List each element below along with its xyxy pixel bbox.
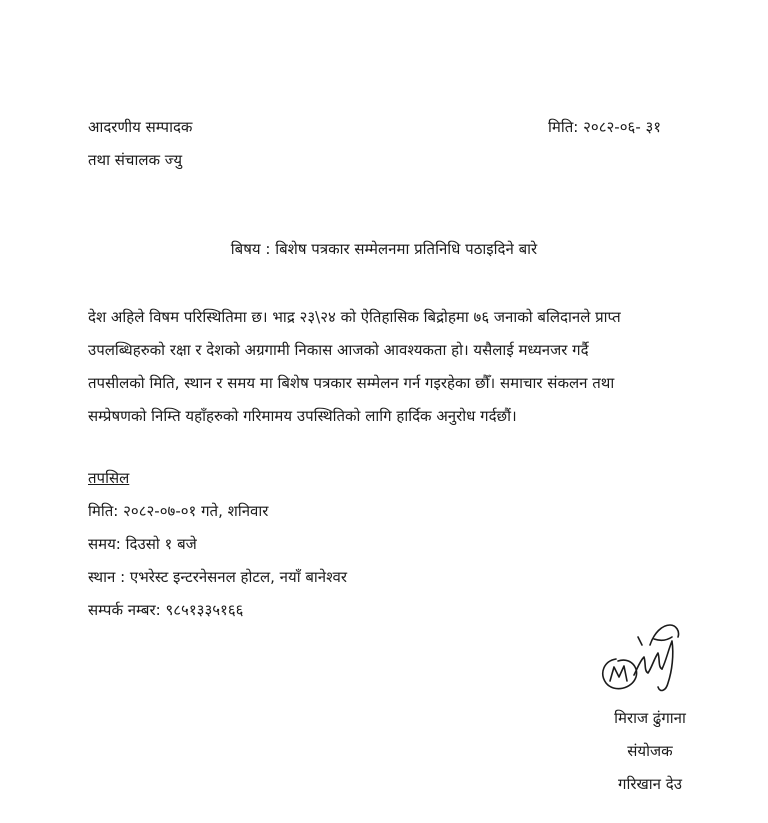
handwritten-signature (594, 615, 686, 697)
details-heading: तपसिल (88, 469, 130, 487)
details-section (88, 462, 347, 627)
event-date: मिति: २०८२-०७-०१ गते, शनिवार (88, 502, 269, 520)
letter-date: मिति: २०८२-०६- ३१ (548, 118, 662, 136)
event-venue: स्थान : एभरेस्ट इन्टरनेसनल होटल, नयाँ बानेश्वर (88, 568, 347, 586)
signatory-name: मिराज ढुंगाना (614, 709, 686, 727)
signatory-organization: गरिखान देउ (618, 775, 682, 793)
addressee-line-1: आदरणीय सम्पादक (88, 118, 193, 136)
letter-subject: बिषय : बिशेष पत्रकार सम्मेलनमा प्रतिनिधि पठाइदिने बारे (230, 240, 538, 258)
signatory-role: संयोजक (627, 742, 673, 760)
body-line: देश अहिले विषम परिस्थितिमा छ। भाद्र २३\२४ को ऐतिहासिक बिद्रोहमा ७६ जनाको बलिदानले प्राप्त (88, 308, 621, 326)
body-line: सम्प्रेषणको निम्ति यहाँहरुको गरिमामय उपस्थितिको लागि हार्दिक अनुरोध गर्दछौं। (88, 407, 517, 425)
addressee-line-2: तथा संचालक ज्यु (88, 151, 183, 169)
body-line: तपसीलको मिति, स्थान र समय मा बिशेष पत्रकार सम्मेलन गर्न गइरहेका छौँ। समाचार संकलन तथा (88, 374, 615, 392)
event-time: समय: दिउसो १ बजे (88, 535, 197, 553)
contact-number: सम्पर्क नम्बर: ९८५१३३५१६६ (88, 601, 244, 619)
body-line: उपलब्धिहरुको रक्षा र देशको अग्रगामी निकास आजको आवश्यकता हो। यसैलाई मध्यनजर गर्दै (88, 341, 589, 359)
letter-body (88, 301, 698, 433)
